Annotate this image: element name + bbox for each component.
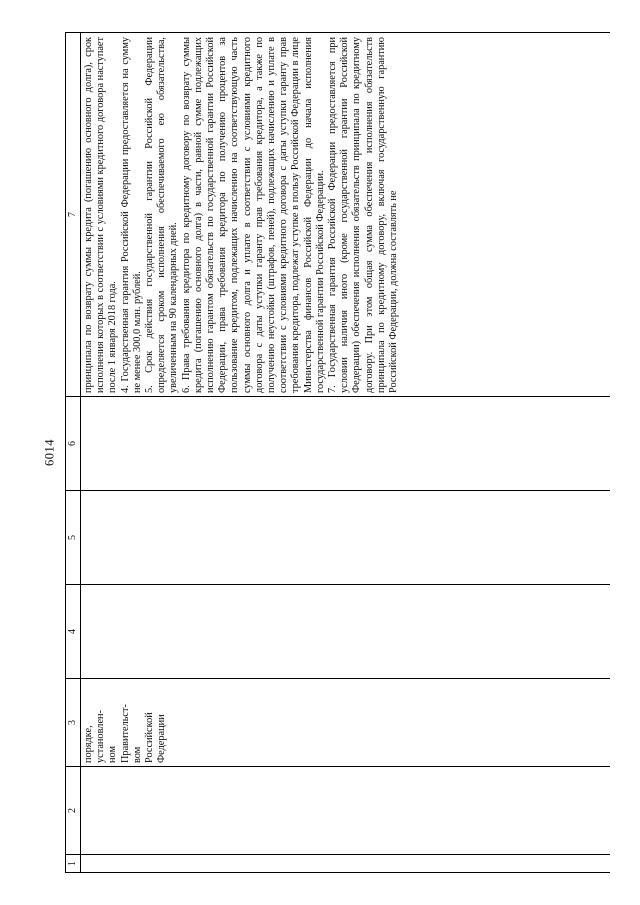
column-header-2: 2 <box>66 767 81 855</box>
paragraph-continuation: принципала по возврату суммы кредита (погашению основного долга), срок исполнения которых в соответствии с условиями кредитного договора наступает после 1 января 2018 года. <box>83 37 119 393</box>
column-header-6: 6 <box>66 397 81 491</box>
document-table <box>65 32 610 873</box>
cell-col-6 <box>81 397 611 491</box>
page-number: 6014 <box>42 439 57 466</box>
cell-col-7 <box>81 33 611 397</box>
cell-col-1 <box>81 855 611 873</box>
column-header-4: 4 <box>66 585 81 679</box>
cell-col-4 <box>81 585 611 679</box>
cell-col-5 <box>81 491 611 585</box>
cell-col-2 <box>81 767 611 855</box>
paragraph-4: 4. Государственная гарантия Российской Федерации предоставляется на сумму не менее 300,0 млн. рублей. <box>119 37 143 393</box>
column-header-3: 3 <box>66 679 81 767</box>
rotated-page-content <box>65 33 610 873</box>
column-header-5: 5 <box>66 491 81 585</box>
column-header-7: 7 <box>66 33 81 397</box>
paragraph-5: 5. Срок действия государственной гарантии Российской Федерации определяется сроком исполнения обеспечиваемого ею обязательства, увеличенным на 90 календарных дней. <box>144 37 180 393</box>
cell-col-3: порядке, установлен- ном Правительст- вом Российской Федерации <box>81 679 611 767</box>
column-header-1: 1 <box>66 855 81 873</box>
table-row <box>81 33 611 873</box>
table-header-row <box>66 33 81 873</box>
paragraph-7: 7. Государственная гарантия Российской Федерации предоставляется при условии наличия иного (кроме государственной гарантии Российской Федерации) обеспечения исполнения обязательств принципала по кредитному договору. При этом общая сумма обеспечения исполнения обязательств принципала по кредитному договору, включая государственную гарантию Российской Федерации, должна составлять не <box>327 37 400 393</box>
paragraph-6: 6. Права требования кредитора по кредитному договору по возврату суммы кредита (погашению основного долга) в части, равной сумме подлежащих исполнению гарантом обязательств по государственной гарантии Российской Федерации, права требования кредитора по получению процентов за пользование кредитом, подлежащих начислению на соответствующую часть суммы основного долга и уплате в соответствии с условиями кредитного договора с даты уступки гаранту прав требования кредитора, а также по получению неустойки (штрафов, пеней), подлежащих начислению и уплате в соответствии с условиями кредитного договора с даты уступки гаранту прав требования кредитора, подлежат уступке в пользу Российской Федерации в лице Министерства финансов Российской Федерации до начала исполнения государственной гарантии Российской Федерации. <box>180 37 326 393</box>
